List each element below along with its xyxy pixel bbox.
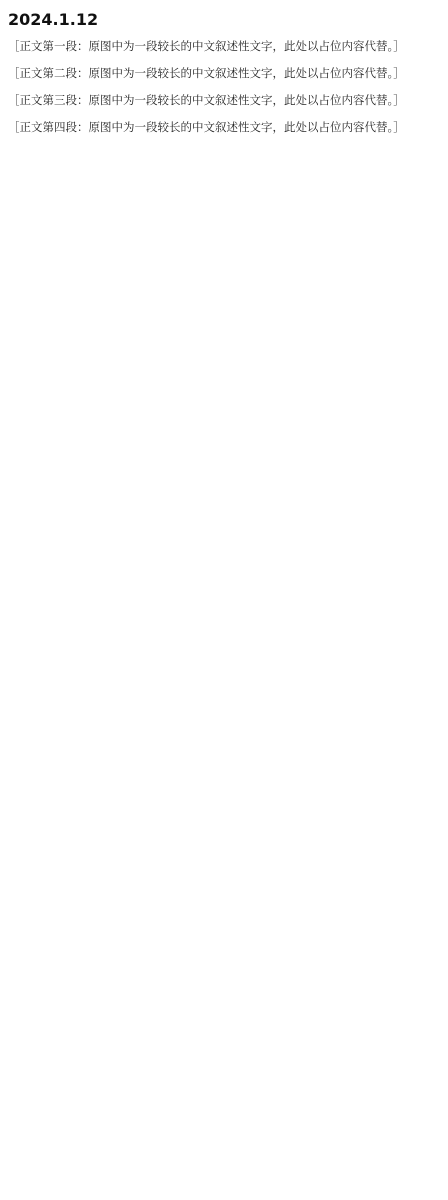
post-date: 2024.1.12 [8,10,99,29]
paragraph: ［正文第三段：原图中为一段较长的中文叙述性文字，此处以占位内容代替。］ [8,93,405,107]
paragraph: ［正文第一段：原图中为一段较长的中文叙述性文字，此处以占位内容代替。］ [8,39,405,53]
body-text [8,38,440,136]
paragraph: ［正文第二段：原图中为一段较长的中文叙述性文字，此处以占位内容代替。］ [8,66,405,80]
paragraph: ［正文第四段：原图中为一段较长的中文叙述性文字，此处以占位内容代替。］ [8,120,405,134]
